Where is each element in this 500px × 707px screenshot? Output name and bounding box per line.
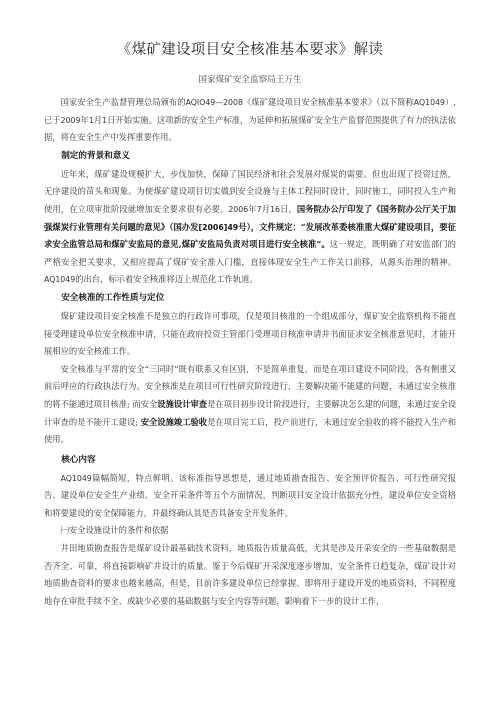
text-run: 近年来，煤矿建设规模扩大，步伐加快，保障了国民经济和社会发展对煤炭的需要。但也出现了投资过热，无序建设的苗头和现象。为使煤矿建设项目切实做到安全设施与主体工程同时设计，同时施工，同时投入生产和使用，在立项审批阶段就增加安全要求很有必要。: [44, 168, 456, 214]
bold-text: 号），文件规定：“发展改革委核准重大煤矿建设项目，要征求安全监管总局和煤矿安监局的意见,煤矿安监局负责对项目进行安全核准”。: [44, 221, 456, 250]
text-run: 是在项目初步设计阶段进行，主要解决怎么建的问题，未通过安全设计审查的是不能开工建设;: [44, 398, 457, 427]
text-run: 年: [248, 203, 257, 214]
number: 7: [256, 204, 262, 214]
text-run: 是在项目完工后，投产前进行，未通过安全验收的将不能投入生产和使用。: [44, 416, 457, 445]
text-run: 月: [93, 114, 103, 125]
text-run: 安全核准与平常的安全“三同时”既有联系又有区别，不是简单重复，而是在项目建设不同阶段，各有侧重又前后呼应的行政执法行为。安全核准是在项目可行性研究阶段进行，主要解决能不能建的问题，未通过安全核准的将不能通过项目核准; 而安全: [44, 363, 456, 409]
text-run: 的出台，标示着安全核准将迈上规范化工作轨道。: [75, 274, 258, 285]
bold-text: 设施设计审查: [157, 398, 208, 409]
section-heading-background: 制定的背景和意义: [61, 150, 130, 161]
bold-text: 安全设施竣工验收: [140, 416, 208, 427]
paragraph-intro: [44, 94, 456, 147]
text-run: 《煤矿建设项目安全核准基本要求》（以下简称: [242, 97, 414, 107]
paragraph-geology: 井田地质勘查报告是煤矿设计最基础技术资料，地质报告质量高低，尤其是涉及开采安全的一些基础数据是否齐全、可靠，将直接影响矿井设计的质量。鉴于今后煤矿开采深度逐步增加，安全条件日趋复杂，煤矿设计对地质勘查资料的要求也越来越高，但是，目前许多建设单位已经掌握、即将用于建设开发的地质资料，不同程度地存在审批手续不全、或缺少必要的基础数据与安全内容等问题，影响着下一步的设计工作，: [44, 543, 456, 606]
subheading-design-basis: ㈠安全设施设计的条件和依据: [60, 525, 169, 536]
paragraph-nature: 煤矿建设项目安全核准不是独立的行政许可事项，仅是项目核准的一个组成部分，煤矿安全监察机构不能直接受理建设单位安全核准申请，只能在政府投资主管部门受理项目核准申请并书面征求安全核准意见时，才能开展相应的安全核准工作。: [44, 310, 456, 357]
standard-code: AQIO49—2008: [185, 98, 243, 107]
paragraph-core: [44, 470, 456, 523]
text-run: 日，: [280, 203, 297, 214]
bold-text: 国务院办公厅印发了《国务院办公厅关于加强煤炭行业管理有关问题的意见》（国办发: [44, 203, 456, 232]
document-author: 国家煤矿安全监察局王万生: [198, 75, 302, 85]
text-run: 日开始实施。这项新的安全生产标准，为延伸和拓展煤矿安全生产监督范围提供了有力的执法依据，将在安全生产中发挥重要作用。: [44, 114, 456, 143]
document-title: 《煤矿建设项目安全核准基本要求》解读: [116, 42, 384, 58]
standard-code: AQ1049: [60, 473, 92, 483]
standard-code: AQ1049: [44, 275, 76, 285]
paragraph-distinction: [44, 361, 456, 449]
text-run: 国家安全生产监督管理总局颁布的: [60, 97, 186, 107]
section-heading-nature: 安全核准的工作性质与定位: [61, 292, 165, 303]
standard-code: AQ1049: [413, 98, 445, 107]
number: 16: [270, 204, 280, 214]
text-run: 这一规定，既明确了对安监部门的严格安全把关要求，又相应提高了煤矿安全准入门槛，直接体现安全生产工作关口前移，从源头治理的精神。: [44, 239, 456, 267]
paragraph-background: [44, 166, 456, 289]
text-run: 月: [261, 203, 271, 214]
number: 1: [102, 115, 108, 125]
text-run: ）,已于: [44, 97, 456, 125]
number: 2006: [228, 204, 249, 214]
text-run: 篇幅简短，特点鲜明。该标准指导思想是，通过地质勘查报告、安全预评价报告、可行性研究报告、建设单位安全生产业绩、安全开采条件等五个方面情况，判断项目安全设计依据充分性，建设单位安全资格和将要建设的安全保障能力，并最终确认其是否具备安全开发条件。: [44, 472, 456, 518]
number: 1: [88, 115, 94, 125]
text-run: 年: [80, 114, 89, 125]
section-heading-core: 核心内容: [61, 454, 96, 465]
bold-text: [2006]49: [198, 222, 239, 232]
number: 2009: [60, 115, 81, 125]
